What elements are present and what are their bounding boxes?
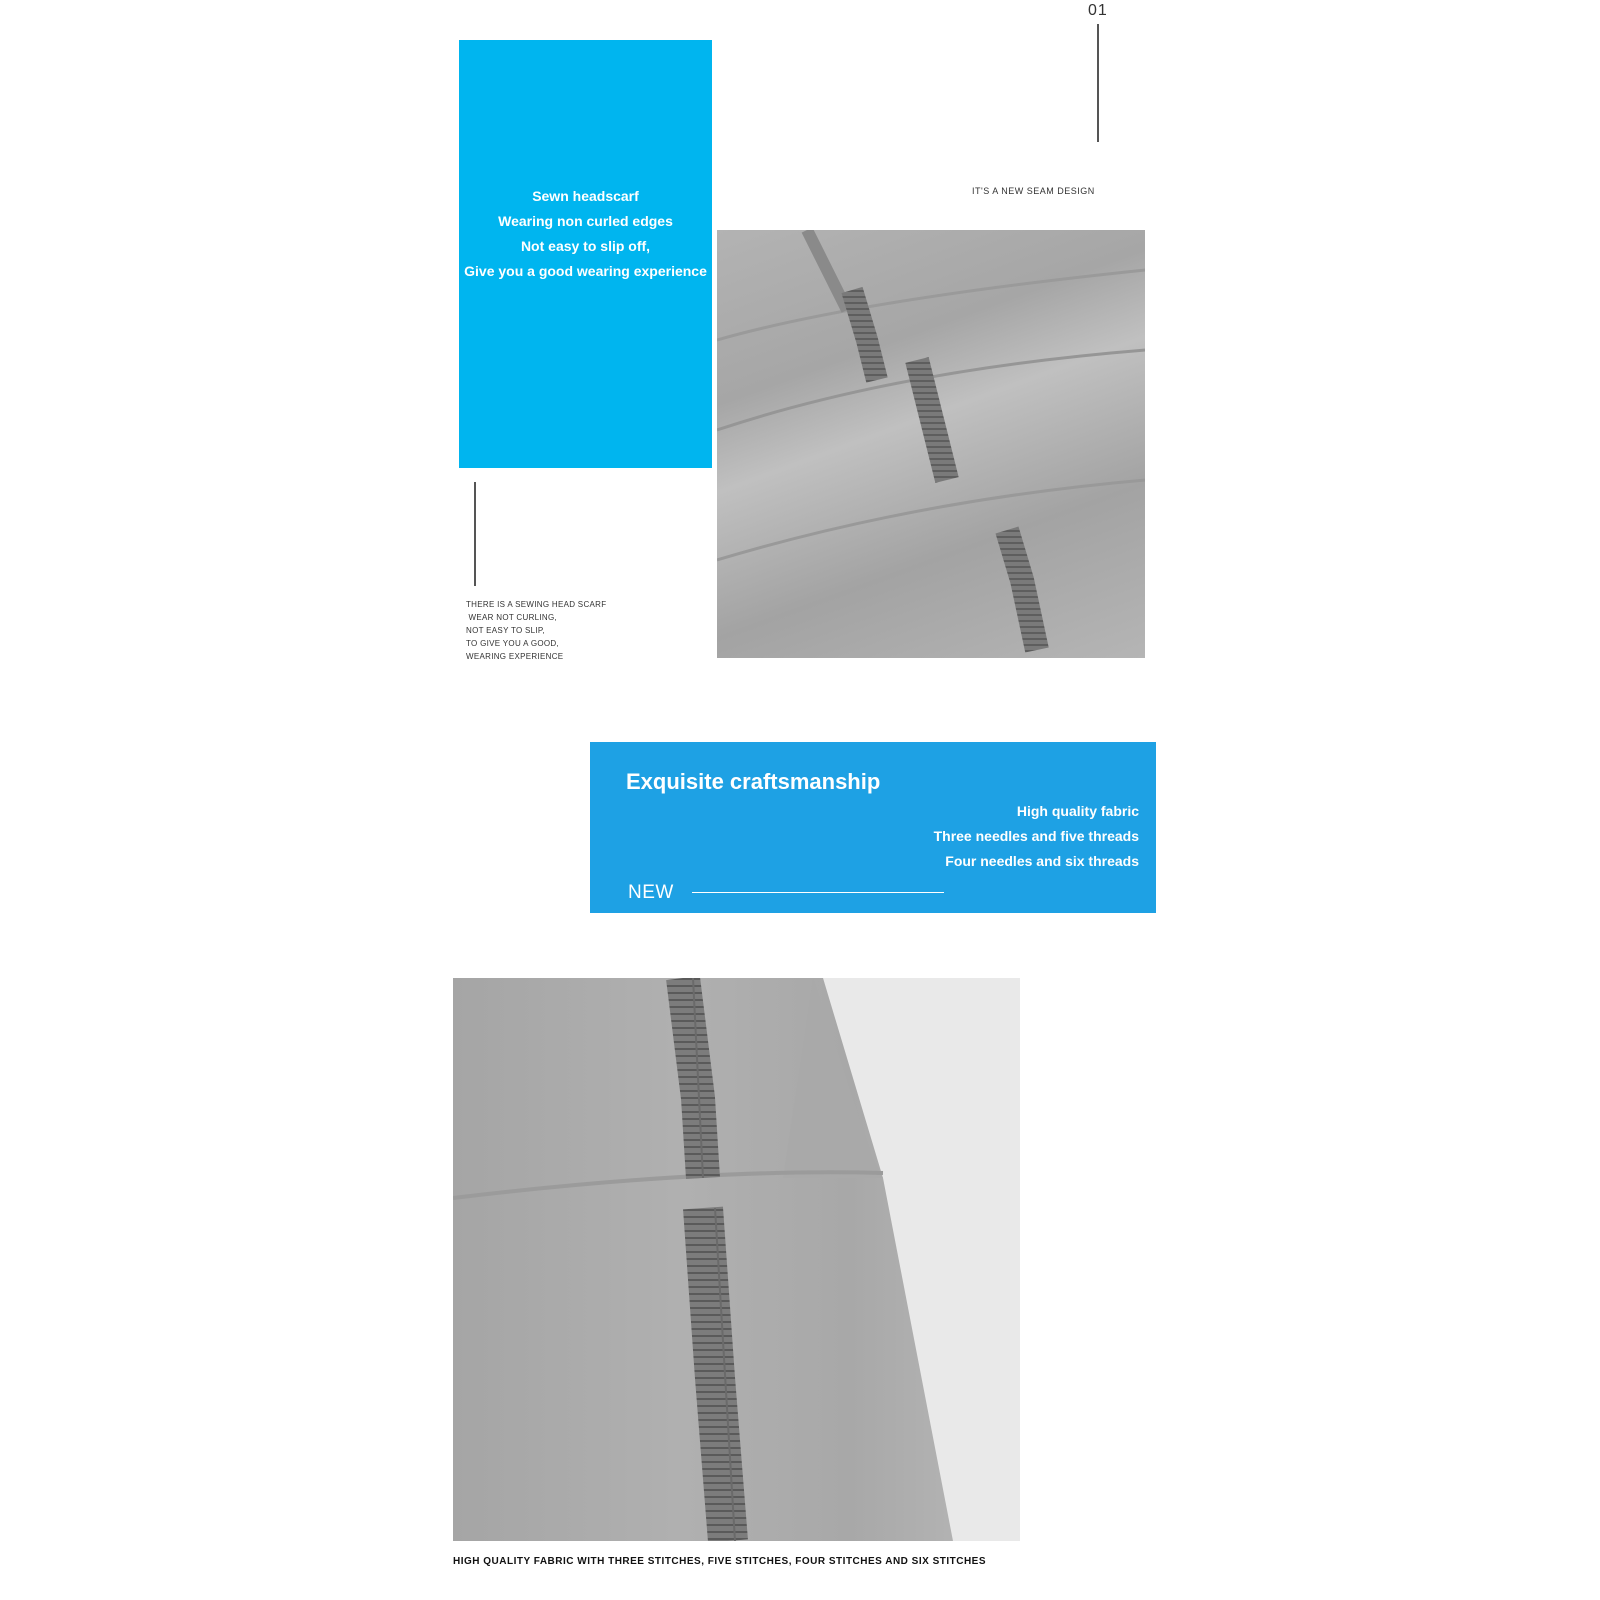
feature-item: Three needles and five threads [933, 828, 1139, 844]
sewn-headscarf-card [459, 40, 712, 468]
card1-line: Sewn headscarf [532, 188, 639, 204]
sewn-headscarf-text [464, 184, 707, 284]
seam-design-tagline: IT'S A NEW SEAM DESIGN [972, 186, 1095, 196]
divider-line-left [474, 482, 476, 586]
seam-illustration-2 [453, 978, 1020, 1541]
tagline-line: NOT EASY TO SLIP, [466, 626, 546, 635]
tagline-line: TO GIVE YOU A GOOD, [466, 639, 559, 648]
fabric-seam-photo-1 [717, 230, 1145, 658]
tagline-line: THERE IS A SEWING HEAD SCARF [466, 600, 607, 609]
divider-line-top [1097, 24, 1099, 142]
craftsmanship-banner [590, 742, 1156, 913]
seam-illustration-1 [717, 230, 1145, 658]
tagline-line: WEAR NOT CURLING, [466, 613, 558, 622]
feature-item: High quality fabric [1016, 803, 1139, 819]
sewing-headscarf-tagline [466, 598, 606, 663]
card1-line: Not easy to slip off, [520, 238, 651, 254]
tagline-line: WEARING EXPERIENCE [466, 652, 564, 661]
page-number: 01 [1088, 2, 1108, 19]
stitches-caption: HIGH QUALITY FABRIC WITH THREE STITCHES, FIVE STITCHES, FOUR STITCHES AND SIX STITCHES [453, 1556, 987, 1567]
feature-list [934, 799, 1139, 874]
card1-line: Give you a good wearing experience [464, 263, 707, 279]
new-label: NEW [628, 882, 674, 903]
card1-line: Wearing non curled edges [498, 213, 673, 229]
fabric-seam-photo-2 [453, 978, 1020, 1541]
feature-item: Four needles and six threads [945, 853, 1139, 869]
craftsmanship-title: Exquisite craftsmanship [626, 769, 881, 794]
new-underline [692, 892, 944, 893]
